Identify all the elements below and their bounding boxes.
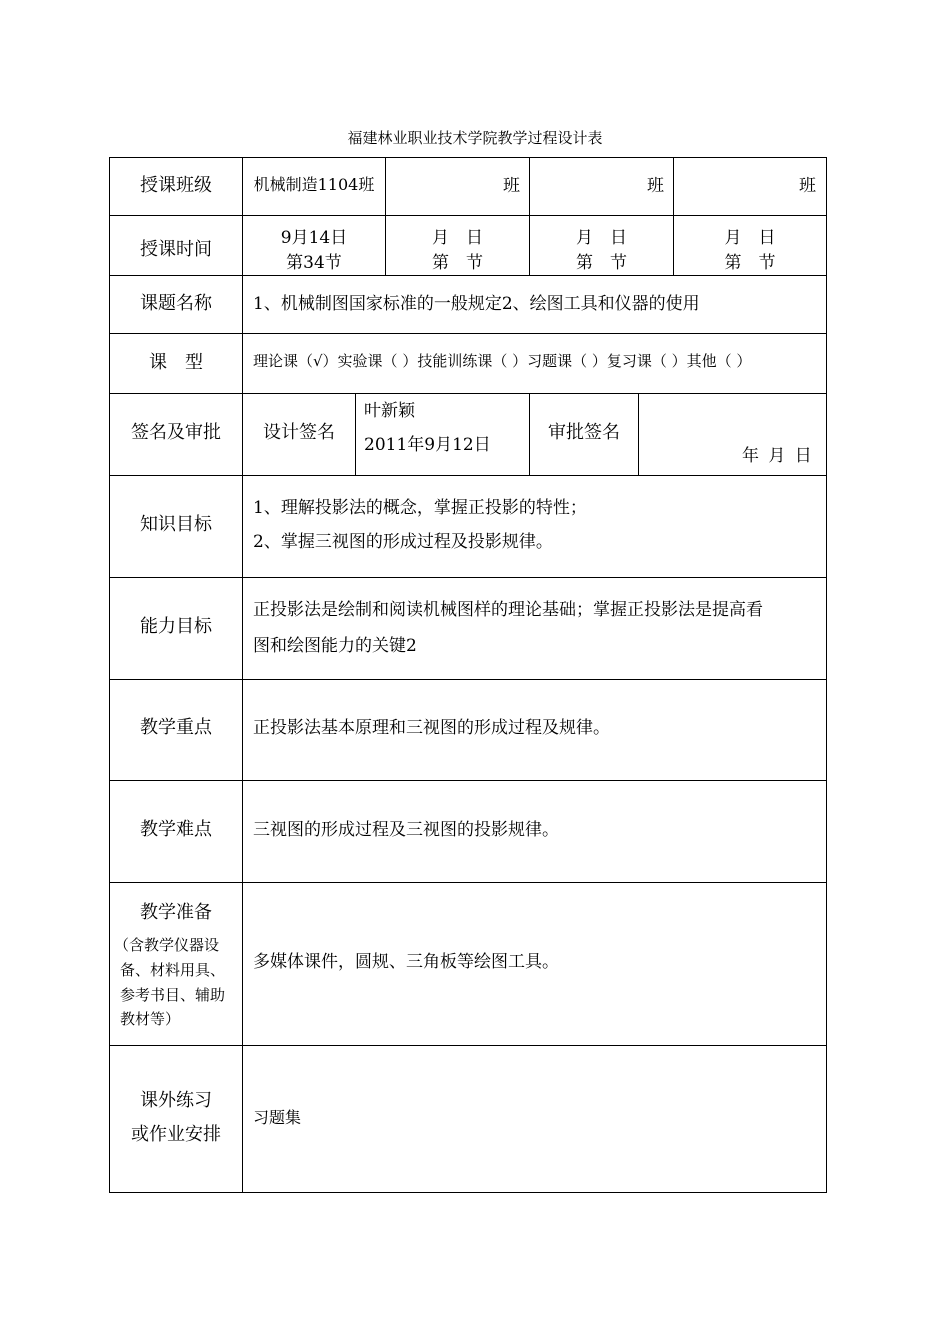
- type-label: 课 型: [149, 352, 203, 373]
- time3-date: 月 日: [576, 228, 627, 248]
- time4-period: 第 节: [724, 253, 776, 273]
- prep-label: 教学准备: [140, 902, 212, 923]
- homework-value: 习题集: [253, 1108, 302, 1127]
- prep-note-line-1: （含教学仪器设: [114, 936, 220, 954]
- key-value: 正投影法基本原理和三视图的形成过程及规律。: [253, 718, 610, 738]
- prep-note-line-4: 教材等）: [120, 1010, 181, 1028]
- prep-value: 多媒体课件，圆规、三角板等绘图工具。: [253, 952, 559, 972]
- ability-line-1: 正投影法是绘制和阅读机械图样的理论基础；掌握正投影法是提高看: [253, 600, 763, 620]
- approve-date: 年 月 日: [742, 446, 812, 466]
- class3-value: 班: [647, 176, 664, 196]
- designer-name: 叶新颖: [364, 401, 415, 421]
- time1-period: 第34节: [286, 253, 342, 273]
- sign-label: 签名及审批: [131, 422, 221, 443]
- prep-note-line-2: 备、材料用具、: [120, 961, 226, 979]
- page-title: 福建林业职业技术学院教学过程设计表: [347, 129, 603, 147]
- time2-date: 月 日: [432, 228, 483, 248]
- knowledge-line-2: 2、掌握三视图的形成过程及投影规律。: [253, 532, 553, 552]
- homework-value-cell: [242, 1045, 827, 1193]
- time4-date: 月 日: [724, 228, 776, 248]
- ability-value-cell: [242, 577, 827, 680]
- class2-value: 班: [503, 176, 520, 196]
- time1-date: 9月14日: [280, 228, 348, 248]
- type-value: 理论课（√）实验课（ ）技能训练课（ ）习题课（ ）复习课（ ）其他（ ）: [253, 352, 752, 370]
- difficult-value: 三视图的形成过程及三视图的投影规律。: [253, 820, 559, 840]
- homework-label-line-1: 课外练习: [140, 1090, 212, 1111]
- knowledge-line-1: 1、理解投影法的概念，掌握正投影的特性；: [253, 498, 587, 518]
- design-label: 设计签名: [263, 422, 335, 443]
- difficult-label: 教学难点: [140, 819, 212, 840]
- homework-label-cell: [109, 1045, 243, 1193]
- class1-value: 机械制造1104班: [253, 175, 375, 194]
- design-date: 2011年9月12日: [364, 435, 491, 455]
- topic-value: 1、机械制图国家标准的一般规定2、绘图工具和仪器的使用: [253, 294, 700, 314]
- class4-value: 班: [799, 176, 816, 196]
- knowledge-label: 知识目标: [140, 514, 212, 535]
- prep-note-line-3: 参考书目、辅助: [120, 986, 226, 1004]
- ability-label: 能力目标: [140, 616, 212, 637]
- ability-line-2: 图和绘图能力的关键2: [253, 636, 417, 656]
- time-label: 授课时间: [140, 239, 212, 260]
- time2-period: 第 节: [432, 253, 483, 273]
- topic-label: 课题名称: [140, 293, 212, 314]
- approve-label: 审批签名: [548, 422, 620, 443]
- class-label: 授课班级: [140, 175, 212, 196]
- key-label: 教学重点: [140, 717, 212, 738]
- time3-period: 第 节: [576, 253, 627, 273]
- homework-label-line-2: 或作业安排: [131, 1124, 221, 1145]
